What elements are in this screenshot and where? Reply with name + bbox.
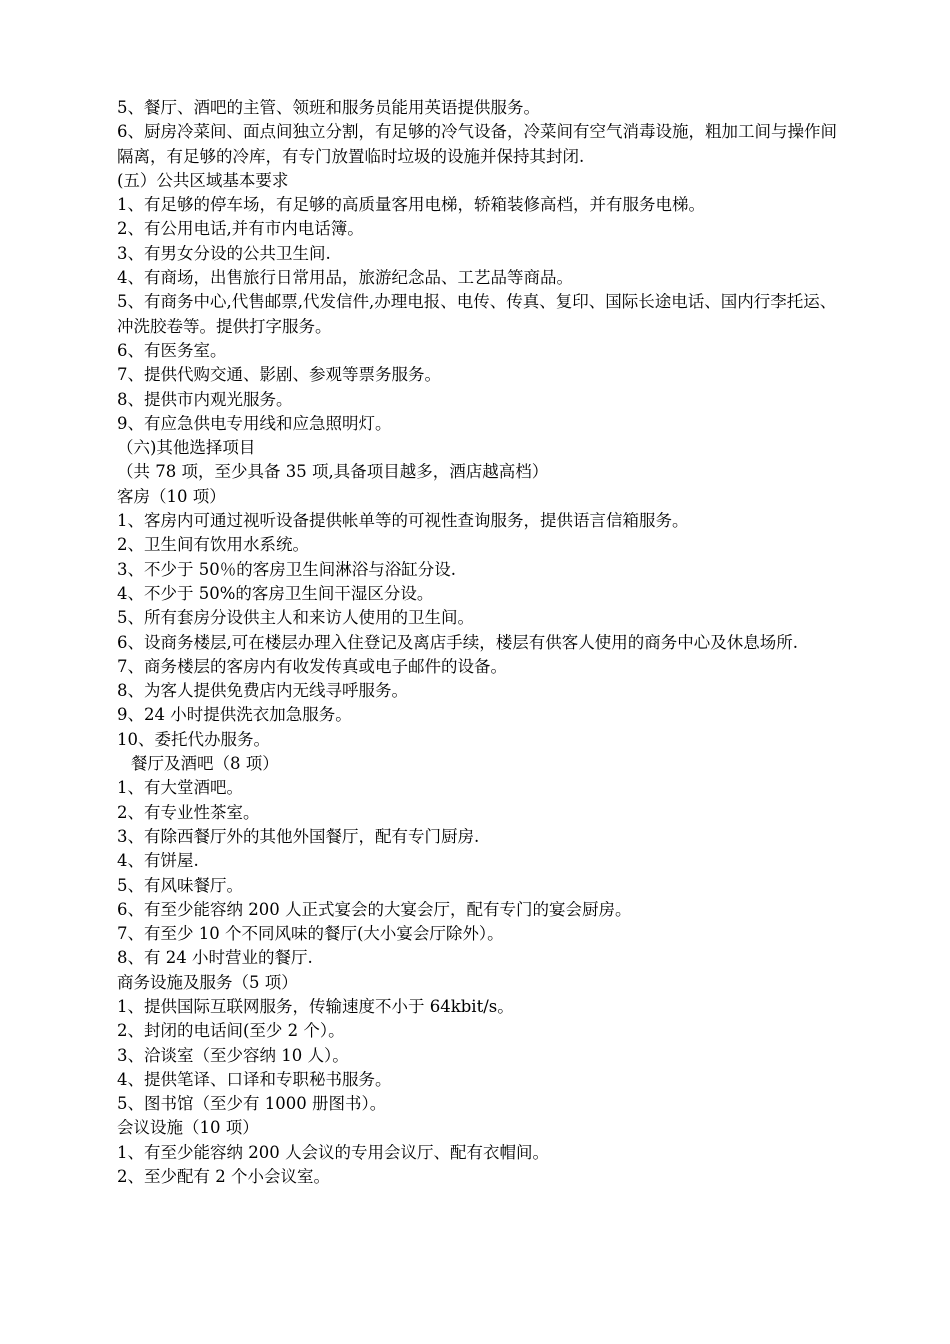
list-item: 4、有商场，出售旅行日常用品，旅游纪念品、工艺品等商品。 <box>117 268 573 288</box>
list-item: 5、有风味餐厅。 <box>117 875 243 895</box>
section-heading: (五）公共区域基本要求 <box>117 170 289 190</box>
list-item: 4、不少于 50%的客房卫生间干湿区分设。 <box>117 583 434 603</box>
list-item: 3、有除西餐厅外的其他外国餐厅，配有专门厨房. <box>117 826 480 846</box>
list-item: 2、封闭的电话间(至少 2 个）。 <box>117 1021 345 1041</box>
list-item: 4、有饼屋. <box>117 851 199 871</box>
list-item: 2、有公用电话,并有市内电话簿。 <box>117 219 364 239</box>
list-item: 6、有至少能容纳 200 人正式宴会的大宴会厅，配有专门的宴会厨房。 <box>117 899 632 919</box>
list-item: 5、有商务中心,代售邮票,代发信件,办理电报、电传、传真、复印、国际长途电话、国内行李托运、冲洗胶卷等。提供打字服务。 <box>117 292 837 336</box>
list-item: 3、有男女分设的公共卫生间. <box>117 243 331 263</box>
list-item: 1、有足够的停车场，有足够的高质量客用电梯，轿箱装修高档，并有服务电梯。 <box>117 195 705 215</box>
list-item: 2、卫生间有饮用水系统。 <box>117 535 309 555</box>
list-item: 7、提供代购交通、影剧、参观等票务服务。 <box>117 365 441 385</box>
list-item: 5、餐厅、酒吧的主管、领班和服务员能用英语提供服务。 <box>117 98 540 117</box>
list-item: 5、图书馆（至少有 1000 册图书）。 <box>117 1094 387 1114</box>
list-item: 6、设商务楼层,可在楼层办理入住登记及离店手续，楼层有供客人使用的商务中心及休息场所. <box>117 632 798 652</box>
list-item: 3、不少于 50％的客房卫生间淋浴与浴缸分设. <box>117 559 456 579</box>
list-item: 8、提供市内观光服务。 <box>117 389 293 409</box>
subsection-heading: 商务设施及服务（5 项） <box>117 972 298 992</box>
list-item: 5、所有套房分设供主人和来访人使用的卫生间。 <box>117 608 474 628</box>
list-item: 8、为客人提供免费店内无线寻呼服务。 <box>117 681 408 701</box>
document-page <box>117 96 843 1189</box>
subsection-heading: 客房（10 项） <box>117 486 226 506</box>
list-item: 4、提供笔译、口译和专职秘书服务。 <box>117 1069 392 1089</box>
list-item: 1、有大堂酒吧。 <box>117 778 243 798</box>
list-item: 10、委托代办服务。 <box>117 729 270 749</box>
list-item: 7、有至少 10 个不同风味的餐厅(大小宴会厅除外）。 <box>117 924 504 944</box>
list-item: 9、有应急供电专用线和应急照明灯。 <box>117 413 392 433</box>
list-item: 1、客房内可通过视听设备提供帐单等的可视性查询服务，提供语言信箱服务。 <box>117 511 689 531</box>
list-item: 8、有 24 小时营业的餐厅. <box>117 948 313 968</box>
list-item: 3、洽谈室（至少容纳 10 人）。 <box>117 1045 349 1065</box>
list-item: 6、厨房冷菜间、面点间独立分割，有足够的冷气设备，冷菜间有空气消毒设施，粗加工间与操作间隔离，有足够的冷库，有专门放置临时垃圾的设施并保持其封闭. <box>117 122 837 166</box>
list-item: 9、24 小时提供洗衣加急服务。 <box>117 705 352 725</box>
list-item: 1、有至少能容纳 200 人会议的专用会议厅、配有衣帽间。 <box>117 1142 549 1162</box>
list-item: 1、提供国际互联网服务，传输速度不小于 64kbit/s。 <box>117 996 514 1016</box>
subsection-heading: 会议设施（10 项） <box>117 1118 259 1138</box>
list-item: 6、有医务室。 <box>117 340 227 360</box>
subsection-heading: 餐厅及酒吧（8 项） <box>131 754 279 774</box>
list-item: 2、至少配有 2 个小会议室。 <box>117 1167 330 1187</box>
list-item: 7、商务楼层的客房内有收发传真或电子邮件的设备。 <box>117 656 507 676</box>
section-heading: （六)其他选择项目 <box>117 438 256 458</box>
section-note: （共 78 项，至少具备 35 项,具备项目越多，酒店越高档） <box>117 462 549 482</box>
list-item: 2、有专业性茶室。 <box>117 802 260 822</box>
